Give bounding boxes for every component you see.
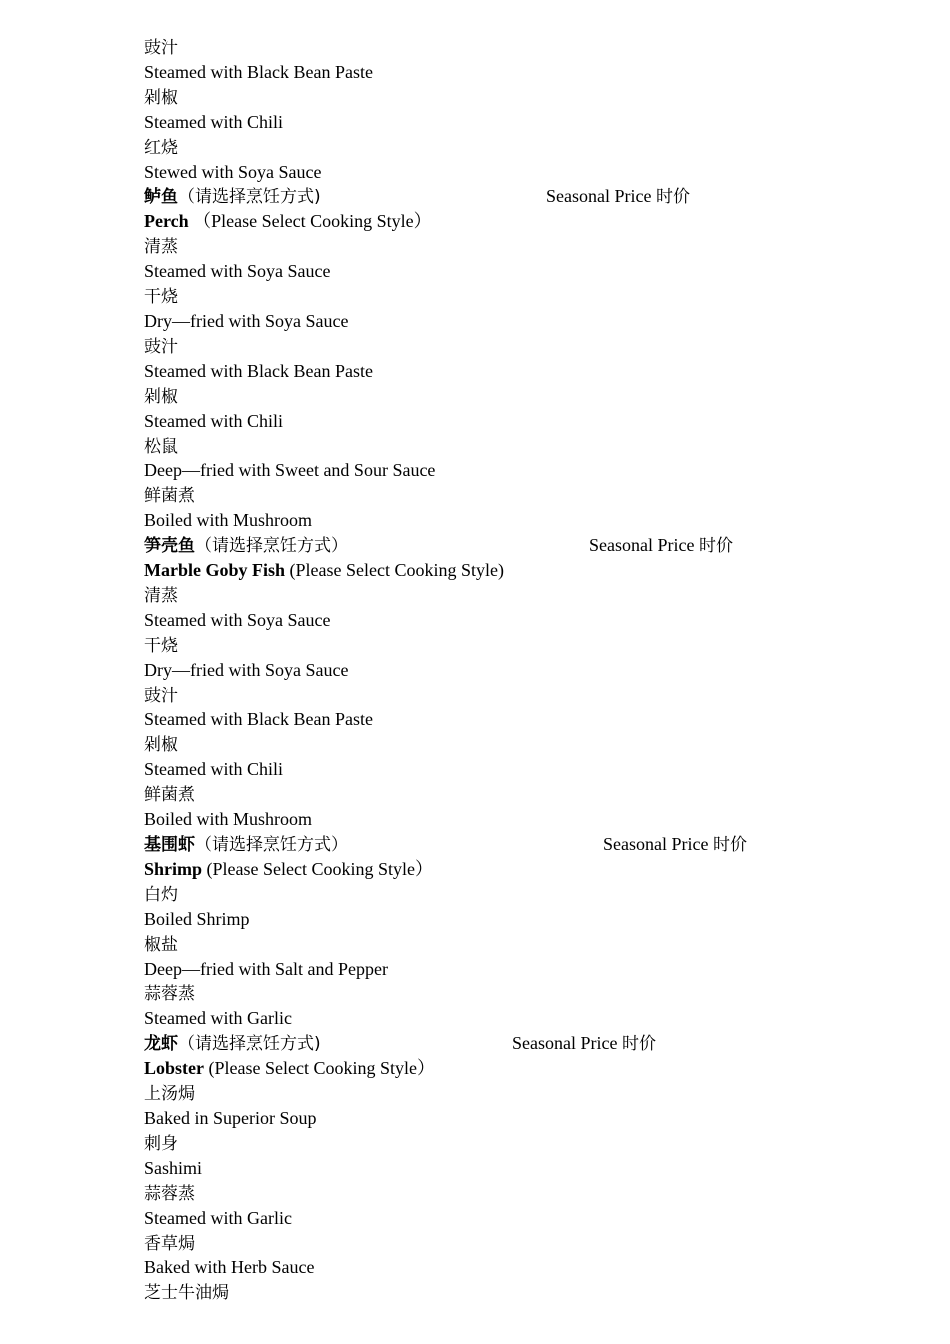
cooking-style-en-text: Boiled with Mushroom bbox=[144, 809, 313, 830]
seasonal-price-en: Seasonal Price bbox=[512, 1033, 618, 1054]
menu-content bbox=[144, 35, 904, 1305]
seasonal-price-zh: 时价 bbox=[621, 1034, 656, 1055]
cooking-style-zh-text: 蒜蓉蒸 bbox=[144, 1183, 195, 1204]
cooking-style-en bbox=[144, 60, 904, 85]
cooking-style-en bbox=[144, 658, 904, 683]
dish-header-en bbox=[144, 209, 904, 234]
cooking-style-en-text: Boiled Shrimp bbox=[144, 908, 250, 929]
cooking-style-en-text: Dry—fried with Soya Sauce bbox=[144, 659, 349, 680]
cooking-style-zh bbox=[144, 782, 904, 807]
dish-instruction-zh: （请选择烹饪方式) bbox=[178, 1034, 321, 1055]
cooking-style-zh-text: 芝士牛油焗 bbox=[144, 1283, 229, 1304]
cooking-style-en bbox=[144, 458, 904, 483]
cooking-style-en bbox=[144, 707, 904, 732]
dish-instruction-zh: （请选择烹饪方式) bbox=[178, 187, 321, 208]
cooking-style-en-text: Baked in Superior Soup bbox=[144, 1107, 317, 1128]
cooking-style-zh-text: 剁椒 bbox=[144, 87, 178, 108]
cooking-style-zh bbox=[144, 1280, 904, 1305]
cooking-style-en bbox=[144, 309, 904, 334]
cooking-style-en-text: Steamed with Black Bean Paste bbox=[144, 709, 373, 730]
seasonal-price-en: Seasonal Price bbox=[603, 834, 709, 854]
cooking-style-en bbox=[144, 1106, 904, 1131]
cooking-style-zh-text: 清蒸 bbox=[144, 585, 178, 606]
cooking-style-zh-text: 白灼 bbox=[144, 884, 178, 905]
cooking-style-zh bbox=[144, 85, 904, 110]
cooking-style-en-text: Deep—fried with Salt and Pepper bbox=[144, 958, 388, 979]
cooking-style-zh-text: 上汤焗 bbox=[144, 1084, 195, 1105]
dish-instruction-en: (Please Select Cooking Style) bbox=[285, 560, 504, 581]
cooking-style-zh bbox=[144, 1181, 904, 1206]
dish-header-zh bbox=[144, 832, 904, 857]
dish-name-en: Shrimp bbox=[144, 858, 203, 879]
cooking-style-en bbox=[144, 1156, 904, 1181]
cooking-style-zh bbox=[144, 334, 904, 359]
cooking-style-zh bbox=[144, 35, 904, 60]
cooking-style-en-text: Sashimi bbox=[144, 1157, 203, 1178]
cooking-style-zh-text: 松鼠 bbox=[144, 436, 178, 457]
cooking-style-en-text: Steamed with Garlic bbox=[144, 1008, 292, 1029]
dish-header-en bbox=[144, 857, 904, 882]
seasonal-price bbox=[589, 533, 733, 559]
seasonal-price bbox=[512, 1031, 656, 1057]
cooking-style-zh bbox=[144, 135, 904, 160]
dish-name-zh: 鲈鱼 bbox=[144, 187, 178, 208]
cooking-style-en bbox=[144, 957, 904, 982]
cooking-style-zh bbox=[144, 932, 904, 957]
cooking-style-en bbox=[144, 160, 904, 185]
dish-header-en bbox=[144, 1056, 904, 1081]
cooking-style-en-text: Steamed with Black Bean Paste bbox=[144, 360, 373, 381]
dish-instruction-en: （Please Select Cooking Style） bbox=[188, 211, 432, 232]
seasonal-price-zh: 时价 bbox=[698, 536, 733, 557]
cooking-style-en-text: Dry—fried with Soya Sauce bbox=[144, 310, 349, 331]
cooking-style-en bbox=[144, 1006, 904, 1031]
cooking-style-zh-text: 干烧 bbox=[144, 287, 178, 308]
dish-instruction-en: (Please Select Cooking Style） bbox=[204, 1058, 435, 1079]
cooking-style-zh-text: 蒜蓉蒸 bbox=[144, 984, 195, 1005]
dish-header-en bbox=[144, 558, 904, 583]
cooking-style-zh bbox=[144, 234, 904, 259]
cooking-style-en bbox=[144, 508, 904, 533]
cooking-style-en bbox=[144, 409, 904, 434]
cooking-style-en bbox=[144, 608, 904, 633]
cooking-style-zh-text: 椒盐 bbox=[144, 934, 178, 955]
cooking-style-zh bbox=[144, 633, 904, 658]
cooking-style-en bbox=[144, 907, 904, 932]
cooking-style-zh bbox=[144, 483, 904, 508]
cooking-style-en bbox=[144, 259, 904, 284]
cooking-style-en-text: Steamed with Chili bbox=[144, 759, 283, 780]
cooking-style-en bbox=[144, 1255, 904, 1280]
cooking-style-zh-text: 豉汁 bbox=[144, 336, 178, 357]
dish-name-en: Perch bbox=[144, 211, 189, 232]
cooking-style-zh-text: 剁椒 bbox=[144, 735, 178, 756]
seasonal-price-zh: 时价 bbox=[712, 835, 747, 855]
dish-name-zh: 龙虾 bbox=[144, 1034, 178, 1055]
cooking-style-zh bbox=[144, 882, 904, 907]
seasonal-price-en: Seasonal Price bbox=[546, 186, 652, 207]
cooking-style-zh-text: 剁椒 bbox=[144, 386, 178, 407]
cooking-style-en-text: Steamed with Garlic bbox=[144, 1207, 292, 1228]
cooking-style-zh-text: 豉汁 bbox=[144, 685, 178, 706]
cooking-style-zh-text: 刺身 bbox=[144, 1133, 178, 1154]
cooking-style-en bbox=[144, 359, 904, 384]
cooking-style-en-text: Steamed with Soya Sauce bbox=[144, 261, 331, 282]
cooking-style-en-text: Steamed with Chili bbox=[144, 111, 283, 132]
dish-name-en: Marble Goby Fish bbox=[144, 560, 286, 581]
cooking-style-zh bbox=[144, 981, 904, 1006]
cooking-style-zh-text: 清蒸 bbox=[144, 237, 178, 258]
cooking-style-zh bbox=[144, 583, 904, 608]
cooking-style-en-text: Stewed with Soya Sauce bbox=[144, 161, 322, 182]
cooking-style-zh bbox=[144, 1131, 904, 1156]
cooking-style-zh bbox=[144, 434, 904, 459]
cooking-style-en-text: Boiled with Mushroom bbox=[144, 510, 313, 531]
cooking-style-zh bbox=[144, 1231, 904, 1256]
cooking-style-en-text: Steamed with Chili bbox=[144, 410, 283, 431]
cooking-style-zh-text: 鲜菌煮 bbox=[144, 785, 195, 806]
seasonal-price-zh: 时价 bbox=[655, 187, 690, 208]
cooking-style-en-text: Baked with Herb Sauce bbox=[144, 1257, 315, 1278]
seasonal-price bbox=[546, 184, 690, 210]
cooking-style-zh bbox=[144, 384, 904, 409]
cooking-style-en-text: Steamed with Black Bean Paste bbox=[144, 61, 373, 82]
dish-instruction-zh: （请选择烹饪方式） bbox=[195, 835, 348, 855]
dish-header-zh bbox=[144, 533, 904, 558]
dish-header-zh bbox=[144, 1031, 904, 1056]
dish-name-zh: 基围虾 bbox=[144, 835, 195, 855]
dish-name-en: Lobster bbox=[144, 1058, 204, 1079]
cooking-style-en bbox=[144, 1206, 904, 1231]
cooking-style-zh-text: 香草焗 bbox=[144, 1233, 195, 1254]
cooking-style-zh-text: 豉汁 bbox=[144, 38, 178, 58]
seasonal-price bbox=[603, 832, 747, 858]
cooking-style-en bbox=[144, 807, 904, 832]
cooking-style-en bbox=[144, 757, 904, 782]
dish-instruction-en: (Please Select Cooking Style） bbox=[202, 858, 433, 879]
cooking-style-en-text: Deep—fried with Sweet and Sour Sauce bbox=[144, 460, 436, 481]
cooking-style-zh bbox=[144, 732, 904, 757]
cooking-style-en bbox=[144, 110, 904, 135]
seasonal-price-en: Seasonal Price bbox=[589, 535, 695, 556]
cooking-style-zh-text: 红烧 bbox=[144, 137, 178, 158]
cooking-style-zh-text: 干烧 bbox=[144, 635, 178, 656]
cooking-style-zh-text: 鲜菌煮 bbox=[144, 486, 195, 507]
cooking-style-zh bbox=[144, 683, 904, 708]
dish-instruction-zh: （请选择烹饪方式） bbox=[195, 536, 348, 557]
cooking-style-zh bbox=[144, 1081, 904, 1106]
dish-header-zh bbox=[144, 184, 904, 209]
cooking-style-en-text: Steamed with Soya Sauce bbox=[144, 609, 331, 630]
dish-name-zh: 笋壳鱼 bbox=[144, 536, 195, 557]
cooking-style-zh bbox=[144, 284, 904, 309]
